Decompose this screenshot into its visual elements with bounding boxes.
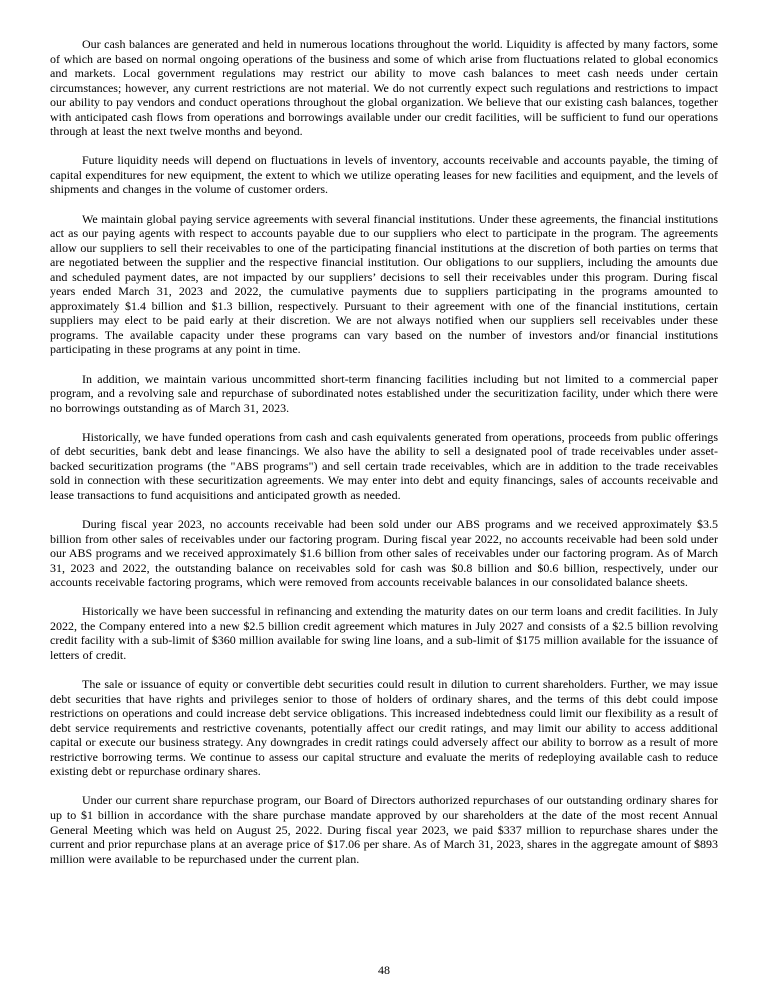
paragraph-equity-debt-issuance: The sale or issuance of equity or convertible debt securities could result in dilution to current shareholders. Further, we may issue debt securities that have rights and privileges senior to those of holders of ordinary shares, and the terms of this debt could impose restrictions on operations and could increase debt service obligations. This increased indebtedness could limit our flexibility as a result of debt service requirements and restrictive covenants, potentially affect our credit ratings, and may limit our ability to access additional capital or execute our business strategy. Any downgrades in credit ratings could adversely affect our ability to borrow as a result of more restrictive borrowing terms. We continue to assess our capital structure and evaluate the merits of redeploying available cash to reduce existing debt or repurchase ordinary shares. — [50, 677, 718, 779]
paragraph-share-repurchase: Under our current share repurchase program, our Board of Directors authorized repurchases of our outstanding ordinary shares for up to $1 billion in accordance with the share purchase mandate approved by our shareholders at the date of the most recent Annual General Meeting which was held on August 25, 2022. During fiscal year 2023, we paid $337 million to repurchase shares under the current and prior repurchase plans at an average price of $17.06 per share. As of March 31, 2023, shares in the aggregate amount of $893 million were available to be repurchased under the current plan. — [50, 793, 718, 866]
paragraph-paying-service-agreements: We maintain global paying service agreements with several financial institutions. Under these agreements, the financial institutions act as our paying agents with respect to accounts payable due to our suppliers who elect to participate in the program. The agreements allow our suppliers to sell their receivables to one of the participating financial institutions at the discretion of both parties on terms that are negotiated between the supplier and the respective financial institution. Our obligations to our suppliers, including the amounts due and scheduled payment dates, are not impacted by our suppliers’ decisions to sell their receivables under this program. During fiscal years ended March 31, 2023 and 2022, the cumulative payments due to suppliers participating in the programs amounted to approximately $1.4 billion and $1.3 billion, respectively. Pursuant to their agreement with one of the financial institutions, certain suppliers may elect to be paid early at their discretion. We are not always notified when our suppliers sell receivables under these programs. The available capacity under these programs can vary based on the number of investors and/or financial institutions participating in these programs at any point in time. — [50, 211, 718, 357]
paragraph-abs-programs: During fiscal year 2023, no accounts receivable had been sold under our ABS programs and we received approximately $3.5 billion from other sales of receivables under our factoring program. During fiscal year 2022, no accounts receivable had been sold under our ABS programs and we received approximately $1.6 billion from other sales of receivables under our factoring program. As of March 31, 2023 and 2022, the outstanding balance on receivables sold for cash was $0.8 billion and $0.6 billion, respectively, under our accounts receivable factoring programs, which were removed from accounts receivable balances in our consolidated balance sheets. — [50, 517, 718, 590]
paragraph-funding-history: Historically, we have funded operations from cash and cash equivalents generated from operations, proceeds from public offerings of debt securities, bank debt and lease financings. We also have the ability to sell a designated pool of trade receivables under asset-backed securitization programs (the "ABS programs") and sell certain trade receivables, which are in addition to the trade receivables sold in connection with these securitization agreements. We may enter into debt and equity financings, sales of accounts receivable and lease transactions to fund acquisitions and anticipated growth as needed. — [50, 429, 718, 502]
page-content — [50, 37, 718, 866]
paragraph-future-liquidity: Future liquidity needs will depend on fluctuations in levels of inventory, accounts receivable and accounts payable, the timing of capital expenditures for new equipment, the extent to which we utilize operating leases for new facilities and equipment, and the levels of shipments and changes in the volume of customer orders. — [50, 153, 718, 197]
paragraph-refinancing: Historically we have been successful in refinancing and extending the maturity dates on our term loans and credit facilities. In July 2022, the Company entered into a new $2.5 billion credit agreement which matures in July 2027 and consists of a $2.5 billion revolving credit facility with a sub-limit of $360 million available for swing line loans, and a sub-limit of $175 million available for the issuance of letters of credit. — [50, 604, 718, 662]
paragraph-uncommitted-facilities: In addition, we maintain various uncommitted short-term financing facilities including but not limited to a commercial paper program, and a revolving sale and repurchase of subordinated notes established under the securitization facility, under which there were no borrowings outstanding as of March 31, 2023. — [50, 371, 718, 415]
paragraph-cash-balances: Our cash balances are generated and held in numerous locations throughout the world. Liquidity is affected by many factors, some of which are based on normal ongoing operations of the business and some of which arise from fluctuations related to global economics and markets. Local government regulations may restrict our ability to move cash balances to meet cash needs under certain circumstances; however, any current restrictions are not material. We do not currently expect such regulations and restrictions to impact our ability to pay vendors and conduct operations throughout the global organization. We believe that our existing cash balances, together with anticipated cash flows from operations and borrowings available under our credit facilities, will be sufficient to fund our operations through at least the next twelve months and beyond. — [50, 37, 718, 139]
page-number: 48 — [378, 963, 390, 977]
